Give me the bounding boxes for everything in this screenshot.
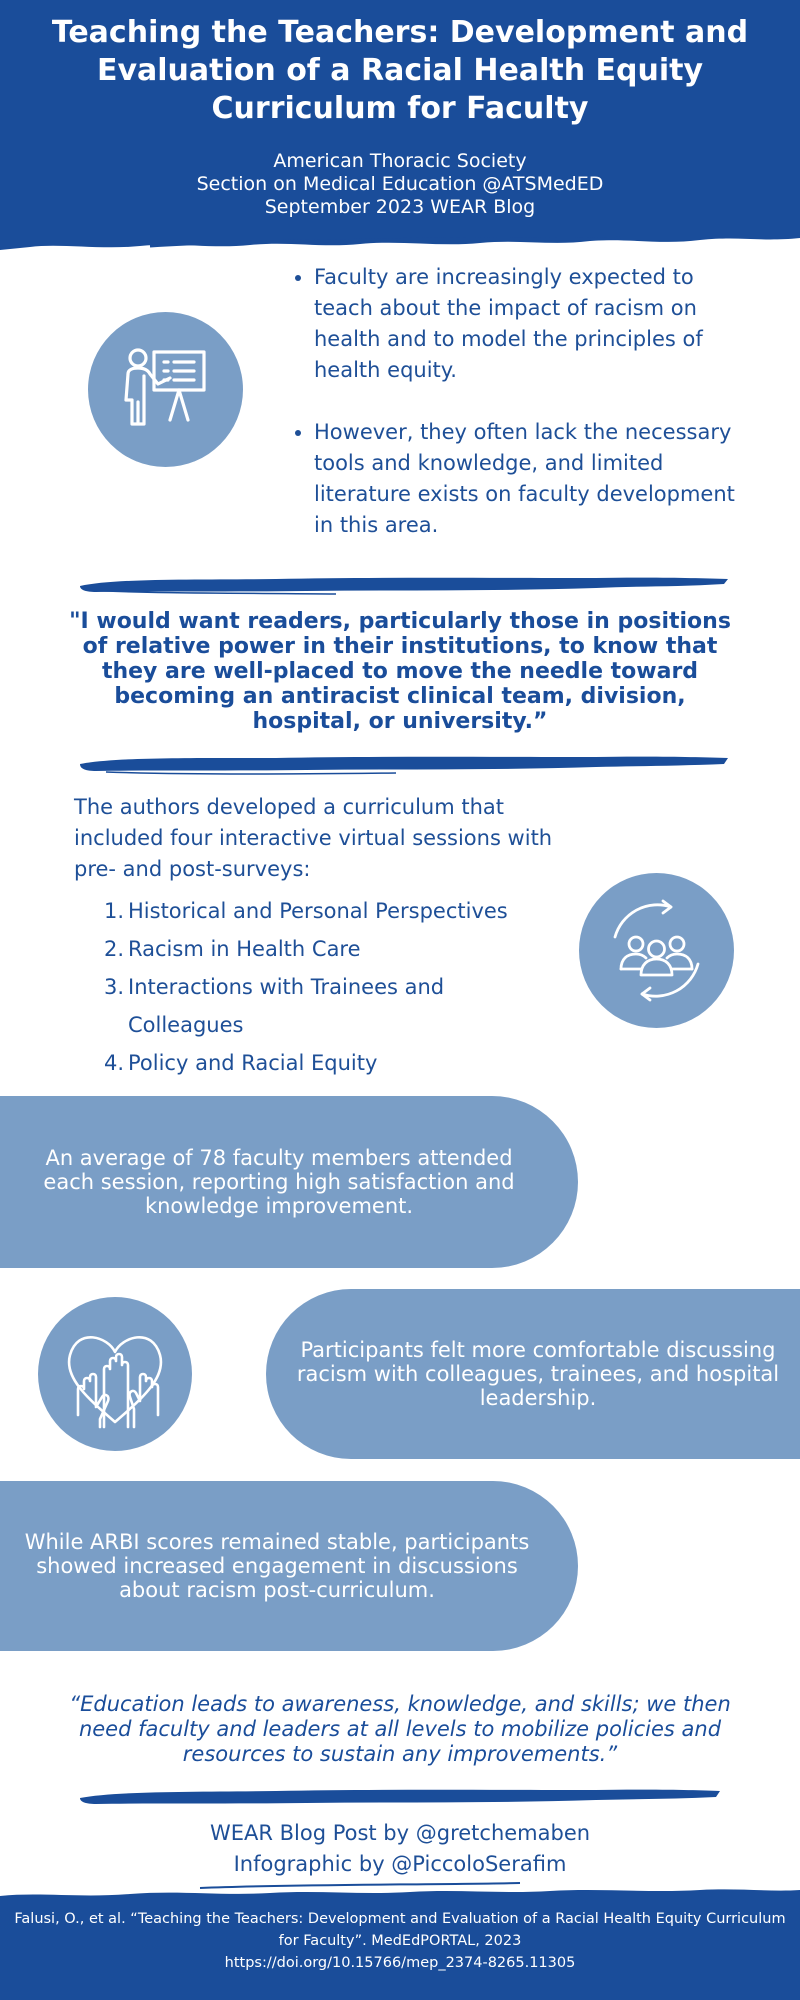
brush-divider (76, 572, 732, 596)
hands-icon-circle (38, 1297, 192, 1451)
intro-bullet: • However, they often lack the necessary tools and knowledge, and limited literature exists on faculty development in this area. (314, 417, 754, 541)
arbi-pill (0, 1481, 578, 1651)
session-number: 3. (104, 975, 125, 999)
footer-citation-block (10, 1908, 790, 1974)
list-item (74, 892, 554, 930)
comfort-text: Participants felt more comfortable discussing racism with colleagues, trainees, and hospital leadership. (296, 1338, 780, 1410)
intro-bullet: • Faculty are increasingly expected to teach about the impact of racism on health and to model the principles of health equity. (314, 262, 754, 386)
brush-divider (76, 752, 732, 776)
infographic-credit: Infographic by @PiccoloSerafim (233, 1852, 567, 1876)
teacher-presentation-icon (88, 312, 243, 467)
arbi-text: While ARBI scores remained stable, participants showed increased engagement in discussions about racism post-curriculum. (24, 1530, 530, 1602)
credits (100, 1818, 700, 1880)
session-list (74, 892, 554, 1082)
doi-link[interactable]: https://doi.org/10.15766/mep_2374-8265.11305 (224, 1955, 576, 1971)
raised-hands-heart-icon (38, 1297, 192, 1451)
list-item (74, 930, 554, 968)
org-name: American Thoracic Society (273, 150, 527, 172)
comfort-pill (266, 1289, 800, 1459)
session-number: 2. (104, 937, 125, 961)
session-label: Racism in Health Care (128, 937, 361, 961)
list-item (74, 1044, 554, 1082)
page-title: Teaching the Teachers: Development and Evaluation of a Racial Health Equity Curriculum for Faculty (51, 15, 749, 126)
citation-text: Falusi, O., et al. “Teaching the Teachers: Development and Evaluation of a Racial Health Equity Curriculum for Faculty”. MedEdPORTAL, 2023 (14, 1911, 786, 1949)
closing-quote: “Education leads to awareness, knowledge, and skills; we then need faculty and leaders at all levels to mobilize policies and resources to sustain any improvements.” (69, 1692, 731, 1766)
brush-divider (76, 1786, 724, 1808)
team-icon-circle (579, 873, 734, 1028)
section-name: Section on Medical Education @ATSMedED (196, 173, 604, 195)
header-subtitle (40, 150, 760, 219)
highlight-quote: "I would want readers, particularly those in positions of relative power in their institutions, to know that they are well-placed to move the needle toward becoming an antiracist clinical team, division, hospital, or university.” (69, 609, 731, 734)
list-item (74, 968, 554, 1044)
session-label: Historical and Personal Perspectives (128, 899, 508, 923)
blog-post-credit: WEAR Blog Post by @gretchemaben (209, 1821, 591, 1845)
blog-date: September 2023 WEAR Blog (264, 196, 536, 218)
session-label: Policy and Racial Equity (128, 1051, 378, 1075)
session-number: 1. (104, 899, 125, 923)
curriculum-intro: The authors developed a curriculum that included four interactive virtual sessions with pre- and post-surveys: (74, 795, 553, 881)
session-label: Interactions with Trainees and Colleagues (128, 975, 445, 1037)
teacher-icon-circle (88, 312, 243, 467)
team-cycle-icon (579, 873, 734, 1028)
attendance-text: An average of 78 faculty members attended each session, reporting high satisfaction and knowledge improvement. (43, 1146, 515, 1218)
attendance-pill (0, 1096, 578, 1268)
session-number: 4. (104, 1051, 125, 1075)
intro-bullets (292, 262, 754, 541)
